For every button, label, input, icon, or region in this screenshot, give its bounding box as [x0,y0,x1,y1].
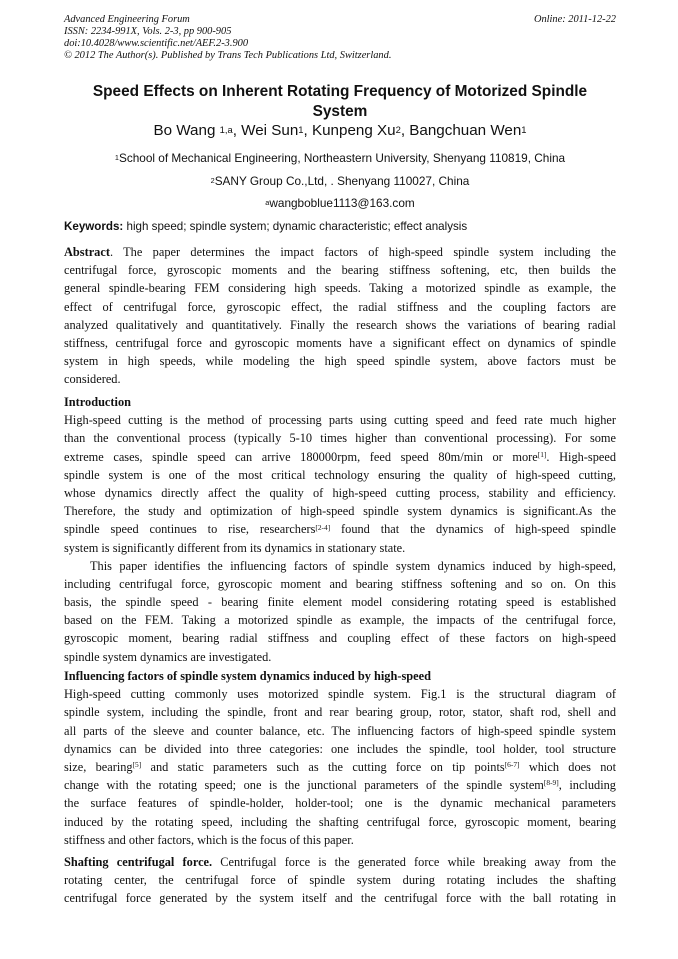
author-name: Bo Wang [153,122,216,139]
email-text[interactable]: wangboblue1113@163.com [269,196,415,210]
body-line: basis, the spindle speed - bearing finite element model considering rotating speed is established [64,595,616,610]
body-line: dynamics can be divided into three categories: one includes the spindle, tool holder, tool structure [64,741,616,756]
body-line: all parts of the sleeve and counter balance, etc. The influencing factors of high-speed spindle system [64,723,616,738]
abstract-label: Abstract [64,245,110,259]
author-sup: 2 [395,123,401,135]
journal-header [64,14,616,62]
body-line [64,520,616,538]
citation[interactable]: [8-9] [543,778,559,788]
body-line [64,448,616,466]
body-line: system is significantly different from its dynamics in stationary state. [64,540,406,555]
body-line: This paper identifies the influencing factors of spindle system dynamics induced by high-speed, [90,558,616,573]
introduction-section [64,393,616,666]
keywords [64,219,616,235]
text: , including [558,778,616,793]
body-line: spindle system is one of the most critical technology ensuring the quality of high-speed cutting, [64,467,616,482]
affiliation-2 [64,173,616,189]
author-list [64,121,616,141]
text: . High-speed [546,449,616,464]
online-date: Online: 2011-12-22 [533,14,616,25]
body-line: than the conventional process (typically 5-10 times higher than conventional processing). For some [64,431,616,446]
citation[interactable]: [5] [132,760,142,770]
body-line: centrifugal force generated by the system itself and the centrifugal force with the ball rotating in [64,891,616,906]
abstract-line: system in high speeds, while modeling the high speed spindle system, above factors must be [64,354,616,369]
body-line: rotating center, the centrifugal force of spindle system during rotating includes the shafting [64,873,616,888]
affiliation-text: SANY Group Co.,Ltd, . Shenyang 110027, China [214,174,470,188]
author-sup: 1 [521,123,527,135]
text: Centrifugal force is the generated force while breaking away from the [212,855,617,869]
influencing-factors-section [64,667,616,849]
shafting-section [64,853,616,908]
affiliation-sup: 2 [210,176,215,186]
body-line: whose dynamics directly affect the quality of high-speed cutting process, stability and efficiency. [64,485,616,500]
doi-line: doi:10.4028/www.scientific.net/AEF.2-3.900 [64,38,249,49]
text: change with the rotating speed; one is the junctional parameters of the spindle system [64,778,544,793]
abstract-line: centrifugal force, gyroscopic moments and the bearing stiffness softening, etc, then builds the [64,263,616,278]
text: which does not [519,759,616,774]
abstract-text: . The paper determines the impact factors of high-speed spindle system including the [109,245,616,259]
citation[interactable]: [1] [537,449,547,459]
affiliation-text: School of Mechanical Engineering, Northeastern University, Shenyang 110819, China [118,151,566,165]
author-name: , Bangchuan Wen [400,122,522,139]
affiliation-sup: 1 [114,153,119,163]
text: size, bearing [64,759,133,774]
body-line: High-speed cutting commonly uses motorized spindle system. Fig.1 is the structural diagram of [64,687,616,702]
abstract [64,243,616,389]
abstract-line: considered. [64,372,121,387]
body-line: induced by the rotating speed, including the shafting centrifugal force, gyroscopic moment, bearing [64,814,616,829]
body-line: based on the FEM. Taking a motorized spindle as example, the impacts of the centrifugal force, [64,613,616,628]
body-line: stiffness and other factors, which is the focus of this paper. [64,832,354,847]
text: and static parameters such as the cutting force on tip points [141,759,505,774]
body-line [64,758,616,776]
copyright-line: © 2012 The Author(s). Published by Trans Tech Publications Ltd, Switzerland. [64,50,392,61]
author-name: , Wei Sun [232,122,299,139]
journal-name: Advanced Engineering Forum [64,14,190,25]
body-line: spindle system dynamics are investigated. [64,649,272,664]
text: extreme cases, spindle speed can arrive 180000rpm, feed speed 80m/min or more [64,449,538,464]
body-line: Therefore, the study and optimization of high-speed spindle system dynamics is significant.As the [64,504,616,519]
author-name: , Kunpeng Xu [303,122,396,139]
author-sup: 1,a [219,123,233,135]
body-line: gyroscopic moment, bearing radial stiffness and coupling effect of these factors on high-speed [64,631,616,646]
abstract-line: general spindle-bearing FEM considering high speeds. Taking a motorized spindle as example, the [64,281,616,296]
citation[interactable]: [6-7] [504,760,520,770]
section-heading: Introduction [64,395,131,409]
author-sup: 1 [298,123,304,135]
body-line [64,853,616,871]
text: spindle speed continues to rise, researchers [64,522,316,537]
affiliation-1 [64,150,616,166]
keywords-label: Keywords: [64,220,124,233]
abstract-line [64,243,616,261]
issn-line: ISSN: 2234-991X, Vols. 2-3, pp 900-905 [64,26,232,37]
body-line: the surface features of spindle-holder, holder-tool; one is the dynamic mechanical parameters [64,796,616,811]
keywords-text: high speed; spindle system; dynamic characteristic; effect analysis [123,220,468,233]
body-line [64,776,616,794]
paper-title [64,82,616,122]
body-line: spindle system, including the spindle, front and rear bearing group, rotor, stator, shaft rod, shell and [64,705,616,720]
body-line: including centrifugal force, gyroscopic moment and bearing stiffness softening and so on. On this [64,576,616,591]
title-line-2: System [312,103,368,120]
section-heading: Influencing factors of spindle system dynamics induced by high-speed [64,669,431,683]
text: found that the dynamics of high-speed spindle [330,522,616,537]
email-line [64,195,616,211]
body-line: High-speed cutting is the method of processing parts using cutting speed and feed rate much higher [64,413,616,428]
email-sup: a [265,198,270,208]
subsection-heading: Shafting centrifugal force. [64,855,213,869]
abstract-line: effect of centrifugal force, gyroscopic effect, the radial stiffness and the coupling factors are [64,299,616,314]
abstract-line: stiffness, centrifugal force and gyroscopic moments have a significant effect on dynamics of spindle [64,335,616,350]
title-line-1: Speed Effects on Inherent Rotating Frequency of Motorized Spindle [92,83,588,100]
citation[interactable]: [2-4] [315,522,331,532]
abstract-line: analyzed qualitatively and quantitatively. Finally the research shows the variations of bearing radial [64,317,616,332]
